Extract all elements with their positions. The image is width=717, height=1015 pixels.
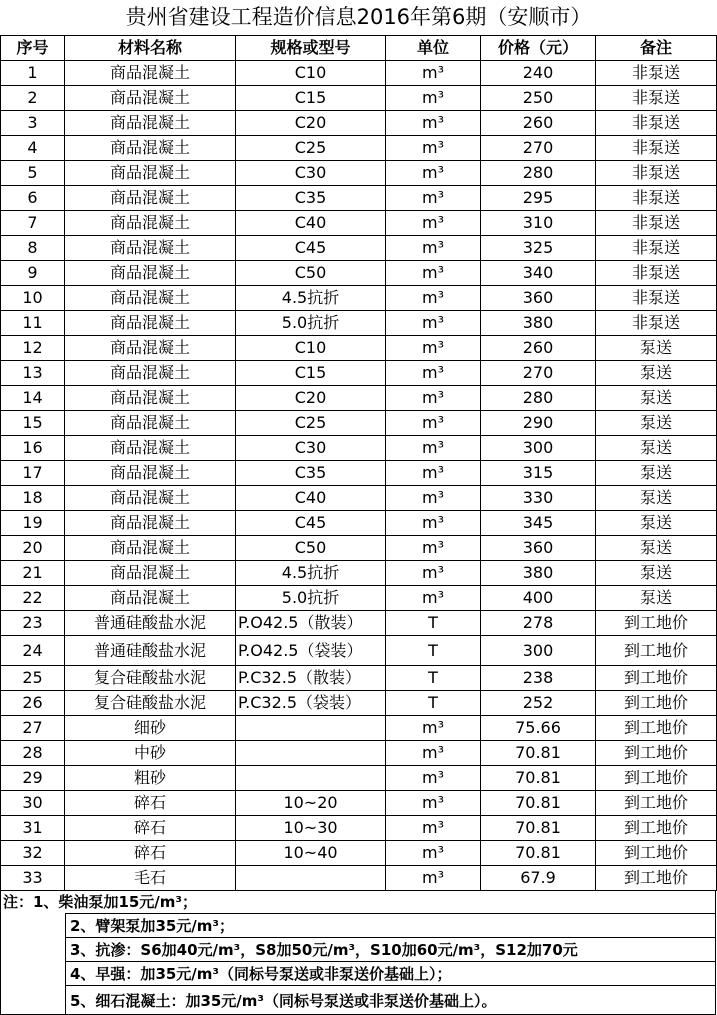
- remark: 到工地价: [596, 841, 717, 866]
- unit: m³: [386, 386, 481, 411]
- material-name: 商品混凝土: [65, 86, 236, 111]
- price: 360: [481, 286, 596, 311]
- unit: m³: [386, 461, 481, 486]
- material-name: 商品混凝土: [65, 136, 236, 161]
- remark: 非泵送: [596, 236, 717, 261]
- unit: m³: [386, 436, 481, 461]
- unit: m³: [386, 186, 481, 211]
- material-name: 碎石: [65, 816, 236, 841]
- sheet-title: 贵州省建设工程造价信息2016年第6期（安顺市）: [0, 0, 717, 36]
- row-index: 5: [1, 161, 65, 186]
- spec: C10: [236, 61, 386, 86]
- remark: 泵送: [596, 336, 717, 361]
- table-row: [1, 741, 717, 766]
- price: 278: [481, 611, 596, 636]
- remark: 到工地价: [596, 741, 717, 766]
- row-index: 21: [1, 561, 65, 586]
- table-row: [1, 136, 717, 161]
- unit: m³: [386, 816, 481, 841]
- table-row: [1, 186, 717, 211]
- material-name: 商品混凝土: [65, 311, 236, 336]
- material-name: 细砂: [65, 716, 236, 741]
- price: 325: [481, 236, 596, 261]
- table-row: [1, 236, 717, 261]
- price: 252: [481, 691, 596, 716]
- unit: T: [386, 666, 481, 691]
- remark: 到工地价: [596, 636, 717, 666]
- unit: m³: [386, 311, 481, 336]
- table-row: [1, 86, 717, 111]
- material-name: 毛石: [65, 866, 236, 891]
- spec: P.C32.5（袋装）: [236, 691, 386, 716]
- col-header-price: 价格（元）: [481, 36, 596, 61]
- material-name: 商品混凝土: [65, 236, 236, 261]
- price: 240: [481, 61, 596, 86]
- remark: 到工地价: [596, 691, 717, 716]
- remark: 非泵送: [596, 111, 717, 136]
- remark: 到工地价: [596, 766, 717, 791]
- row-index: 3: [1, 111, 65, 136]
- col-header-remark: 备注: [596, 36, 717, 61]
- row-index: 24: [1, 636, 65, 666]
- material-name: 商品混凝土: [65, 361, 236, 386]
- table-row: [1, 336, 717, 361]
- row-index: 23: [1, 611, 65, 636]
- table-row: [1, 666, 717, 691]
- row-index: 15: [1, 411, 65, 436]
- spec: [236, 716, 386, 741]
- table-row: [1, 586, 717, 611]
- header-row: [1, 36, 717, 61]
- spec: 10~20: [236, 791, 386, 816]
- table-row: [1, 486, 717, 511]
- note-2: 2、臂架泵加35元/m³；: [66, 913, 716, 937]
- material-name: 商品混凝土: [65, 211, 236, 236]
- spec: C40: [236, 211, 386, 236]
- remark: 泵送: [596, 386, 717, 411]
- spec: 5.0抗折: [236, 586, 386, 611]
- row-index: 30: [1, 791, 65, 816]
- row-index: 6: [1, 186, 65, 211]
- price: 70.81: [481, 766, 596, 791]
- material-name: 复合硅酸盐水泥: [65, 691, 236, 716]
- material-name: 商品混凝土: [65, 561, 236, 586]
- remark: 非泵送: [596, 136, 717, 161]
- remark: 非泵送: [596, 311, 717, 336]
- price: 310: [481, 211, 596, 236]
- table-row: [1, 436, 717, 461]
- price: 300: [481, 436, 596, 461]
- remark: 非泵送: [596, 61, 717, 86]
- row-index: 12: [1, 336, 65, 361]
- table-row: [1, 841, 717, 866]
- remark: 泵送: [596, 461, 717, 486]
- price: 270: [481, 136, 596, 161]
- price: 250: [481, 86, 596, 111]
- row-index: 7: [1, 211, 65, 236]
- col-header-index: 序号: [1, 36, 65, 61]
- spec: C15: [236, 361, 386, 386]
- row-index: 4: [1, 136, 65, 161]
- material-name: 商品混凝土: [65, 436, 236, 461]
- price: 75.66: [481, 716, 596, 741]
- row-index: 29: [1, 766, 65, 791]
- row-index: 32: [1, 841, 65, 866]
- unit: m³: [386, 86, 481, 111]
- spec: C25: [236, 411, 386, 436]
- price: 280: [481, 386, 596, 411]
- material-name: 商品混凝土: [65, 461, 236, 486]
- price: 67.9: [481, 866, 596, 891]
- price: 340: [481, 261, 596, 286]
- unit: m³: [386, 61, 481, 86]
- spec: C15: [236, 86, 386, 111]
- remark: 到工地价: [596, 716, 717, 741]
- table-row: [1, 636, 717, 666]
- material-name: 商品混凝土: [65, 511, 236, 536]
- table-row: [1, 361, 717, 386]
- spec: C45: [236, 511, 386, 536]
- unit: T: [386, 611, 481, 636]
- row-index: 2: [1, 86, 65, 111]
- table-row: [1, 386, 717, 411]
- unit: m³: [386, 866, 481, 891]
- material-name: 商品混凝土: [65, 61, 236, 86]
- row-index: 28: [1, 741, 65, 766]
- material-name: 商品混凝土: [65, 336, 236, 361]
- price: 270: [481, 361, 596, 386]
- spec: 10~30: [236, 816, 386, 841]
- remark: 泵送: [596, 486, 717, 511]
- unit: m³: [386, 486, 481, 511]
- unit: m³: [386, 286, 481, 311]
- spec: C50: [236, 261, 386, 286]
- material-name: 商品混凝土: [65, 411, 236, 436]
- unit: m³: [386, 136, 481, 161]
- remark: 非泵送: [596, 161, 717, 186]
- unit: m³: [386, 741, 481, 766]
- table-row: [1, 791, 717, 816]
- col-header-material: 材料名称: [65, 36, 236, 61]
- spec: P.O42.5（散装）: [236, 611, 386, 636]
- row-index: 17: [1, 461, 65, 486]
- material-name: 商品混凝土: [65, 161, 236, 186]
- unit: m³: [386, 261, 481, 286]
- remark: 到工地价: [596, 666, 717, 691]
- material-name: 普通硅酸盐水泥: [65, 636, 236, 666]
- spec: C35: [236, 186, 386, 211]
- row-index: 11: [1, 311, 65, 336]
- price: 360: [481, 536, 596, 561]
- note-row-4: [0, 961, 716, 985]
- price: 400: [481, 586, 596, 611]
- material-name: 中砂: [65, 741, 236, 766]
- remark: 非泵送: [596, 286, 717, 311]
- material-name: 商品混凝土: [65, 186, 236, 211]
- price: 70.81: [481, 841, 596, 866]
- note-row-5: [0, 985, 716, 1015]
- table-row: [1, 536, 717, 561]
- note-5: 5、细石混凝土：加35元/m³（同标号泵送或非泵送价基础上）。: [66, 985, 716, 1015]
- table-row: [1, 261, 717, 286]
- row-index: 13: [1, 361, 65, 386]
- spec: C30: [236, 436, 386, 461]
- unit: m³: [386, 561, 481, 586]
- remark: 到工地价: [596, 866, 717, 891]
- spec: C35: [236, 461, 386, 486]
- row-index: 19: [1, 511, 65, 536]
- unit: T: [386, 691, 481, 716]
- remark: 到工地价: [596, 611, 717, 636]
- price: 295: [481, 186, 596, 211]
- material-name: 粗砂: [65, 766, 236, 791]
- table-body: [1, 61, 717, 891]
- row-index: 33: [1, 866, 65, 891]
- row-index: 8: [1, 236, 65, 261]
- price: 330: [481, 486, 596, 511]
- row-index: 31: [1, 816, 65, 841]
- note-row-2: [0, 913, 716, 937]
- spec: [236, 766, 386, 791]
- row-index: 26: [1, 691, 65, 716]
- row-index: 20: [1, 536, 65, 561]
- spec: C45: [236, 236, 386, 261]
- material-name: 商品混凝土: [65, 586, 236, 611]
- unit: m³: [386, 586, 481, 611]
- row-index: 18: [1, 486, 65, 511]
- spec: C40: [236, 486, 386, 511]
- remark: 非泵送: [596, 86, 717, 111]
- material-name: 商品混凝土: [65, 261, 236, 286]
- price: 260: [481, 336, 596, 361]
- price: 260: [481, 111, 596, 136]
- price: 380: [481, 561, 596, 586]
- material-name: 商品混凝土: [65, 536, 236, 561]
- remark: 泵送: [596, 586, 717, 611]
- row-index: 25: [1, 666, 65, 691]
- row-index: 14: [1, 386, 65, 411]
- spec: C20: [236, 386, 386, 411]
- remark: 到工地价: [596, 791, 717, 816]
- material-name: 商品混凝土: [65, 286, 236, 311]
- col-header-unit: 单位: [386, 36, 481, 61]
- unit: m³: [386, 361, 481, 386]
- row-index: 1: [1, 61, 65, 86]
- spec: 5.0抗折: [236, 311, 386, 336]
- table-row: [1, 611, 717, 636]
- remark: 泵送: [596, 361, 717, 386]
- remark: 非泵送: [596, 261, 717, 286]
- remark: 非泵送: [596, 186, 717, 211]
- price: 238: [481, 666, 596, 691]
- spec: 4.5抗折: [236, 561, 386, 586]
- note-1: 注：1、柴油泵加15元/m³；: [0, 891, 716, 913]
- table-row: [1, 211, 717, 236]
- remark: 泵送: [596, 436, 717, 461]
- remark: 到工地价: [596, 816, 717, 841]
- note-row-3: [0, 937, 716, 961]
- material-name: 普通硅酸盐水泥: [65, 611, 236, 636]
- table-row: [1, 716, 717, 741]
- notes-section: [0, 891, 716, 1015]
- spec: C30: [236, 161, 386, 186]
- row-index: 16: [1, 436, 65, 461]
- col-header-spec: 规格或型号: [236, 36, 386, 61]
- remark: 非泵送: [596, 211, 717, 236]
- note-4: 4、早强：加35元/m³（同标号泵送或非泵送价基础上）；: [66, 961, 716, 985]
- table-row: [1, 816, 717, 841]
- spec: C10: [236, 336, 386, 361]
- note-3: 3、抗渗：S6加40元/m³，S8加50元/m³，S10加60元/m³，S12加70元: [66, 937, 716, 961]
- table-row: [1, 311, 717, 336]
- table-row: [1, 461, 717, 486]
- material-name: 商品混凝土: [65, 486, 236, 511]
- unit: m³: [386, 841, 481, 866]
- unit: m³: [386, 211, 481, 236]
- spec: [236, 741, 386, 766]
- unit: m³: [386, 511, 481, 536]
- unit: m³: [386, 716, 481, 741]
- price: 315: [481, 461, 596, 486]
- spec: P.O42.5（袋装）: [236, 636, 386, 666]
- unit: m³: [386, 336, 481, 361]
- price: 70.81: [481, 816, 596, 841]
- table-row: [1, 161, 717, 186]
- price: 380: [481, 311, 596, 336]
- price: 70.81: [481, 741, 596, 766]
- price: 300: [481, 636, 596, 666]
- remark: 泵送: [596, 511, 717, 536]
- remark: 泵送: [596, 411, 717, 436]
- unit: m³: [386, 791, 481, 816]
- table-row: [1, 411, 717, 436]
- price: 290: [481, 411, 596, 436]
- table-row: [1, 111, 717, 136]
- material-name: 商品混凝土: [65, 386, 236, 411]
- row-index: 22: [1, 586, 65, 611]
- material-name: 复合硅酸盐水泥: [65, 666, 236, 691]
- spec: C20: [236, 111, 386, 136]
- table-row: [1, 766, 717, 791]
- unit: m³: [386, 236, 481, 261]
- table-row: [1, 561, 717, 586]
- row-index: 10: [1, 286, 65, 311]
- unit: m³: [386, 766, 481, 791]
- unit: T: [386, 636, 481, 666]
- row-index: 27: [1, 716, 65, 741]
- table-row: [1, 286, 717, 311]
- unit: m³: [386, 411, 481, 436]
- remark: 泵送: [596, 561, 717, 586]
- spec: 10~40: [236, 841, 386, 866]
- remark: 泵送: [596, 536, 717, 561]
- spec: C50: [236, 536, 386, 561]
- material-name: 碎石: [65, 791, 236, 816]
- table-row: [1, 511, 717, 536]
- price: 280: [481, 161, 596, 186]
- price: 345: [481, 511, 596, 536]
- unit: m³: [386, 161, 481, 186]
- material-name: 商品混凝土: [65, 111, 236, 136]
- price: 70.81: [481, 791, 596, 816]
- spec: [236, 866, 386, 891]
- price-table: [0, 35, 717, 891]
- row-index: 9: [1, 261, 65, 286]
- unit: m³: [386, 111, 481, 136]
- table-row: [1, 866, 717, 891]
- material-name: 碎石: [65, 841, 236, 866]
- spec: 4.5抗折: [236, 286, 386, 311]
- unit: m³: [386, 536, 481, 561]
- spec: P.C32.5（散装）: [236, 666, 386, 691]
- table-row: [1, 691, 717, 716]
- table-row: [1, 61, 717, 86]
- spec: C25: [236, 136, 386, 161]
